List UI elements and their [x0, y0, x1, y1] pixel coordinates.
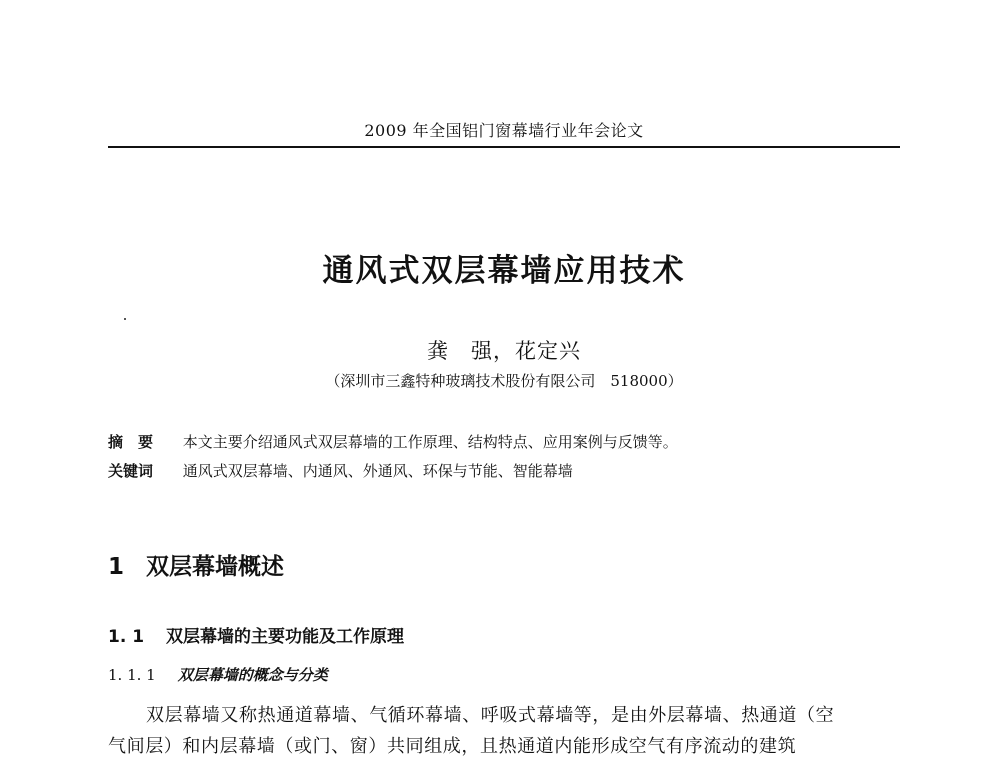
section-title: 双层幕墙的主要功能及工作原理: [166, 627, 405, 647]
section-title: 双层幕墙概述: [146, 554, 285, 580]
section-number: 1. 1: [108, 627, 145, 647]
section-heading-1: [108, 548, 284, 581]
header-rule: [108, 146, 900, 148]
abstract-label: 摘 要: [108, 433, 154, 451]
abstract: [108, 431, 900, 452]
section-number: 1. 1. 1: [108, 666, 156, 684]
paper-title: 通风式双层幕墙应用技术: [322, 253, 686, 289]
body-paragraph-line: 气间层）和内层幕墙（或门、窗）共同组成，且热通道内能形成空气有序流动的建筑: [108, 736, 797, 757]
section-heading-1-1-1: [108, 664, 328, 685]
body-paragraph-line: 双层幕墙又称热通道幕墙、气循环幕墙、呼吸式幕墙等，是由外层幕墙、热通道（空: [146, 705, 835, 726]
keywords: [108, 460, 900, 481]
section-title: 双层幕墙的概念与分类: [177, 666, 328, 684]
section-number: 1: [108, 554, 125, 580]
running-header: 2009 年全国铝门窗幕墙行业年会论文: [364, 121, 644, 140]
affiliation: （深圳市三鑫特种玻璃技术股份有限公司 518000）: [325, 372, 683, 390]
scan-speck: [124, 318, 126, 320]
keywords-label: 关键词: [108, 462, 154, 480]
section-heading-1-1: [108, 622, 404, 647]
abstract-text: 本文主要介绍通风式双层幕墙的工作原理、结构特点、应用案例与反馈等。: [182, 433, 678, 451]
authors: 龚 强，花定兴: [427, 339, 581, 363]
keywords-text: 通风式双层幕墙、内通风、外通风、环保与节能、智能幕墙: [182, 462, 573, 480]
